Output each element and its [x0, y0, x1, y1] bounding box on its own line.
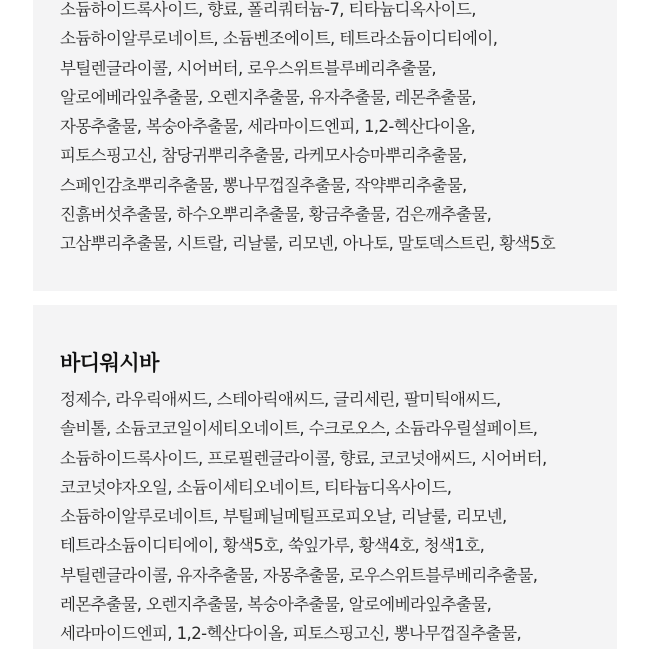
- ingredient-line: 소듐하이알루로네이트, 부틸페닐메틸프로피오날, 리날룰, 리모넨,: [60, 507, 507, 527]
- ingredient-line: 부틸렌글라이콜, 시어버터, 로우스위트블루베리추출물,: [60, 58, 437, 78]
- ingredient-line: 알로에베라잎추출물, 오렌지추출물, 유자추출물, 레몬추출물,: [60, 87, 476, 107]
- ingredient-list-bottom: [60, 385, 547, 649]
- ingredient-line: 코코넛야자오일, 소듐이세티오네이트, 티타늄디옥사이드,: [60, 477, 452, 497]
- ingredient-line: 테트라소듐이디티에이, 황색5호, 쑥잎가루, 황색4호, 청색1호,: [60, 536, 485, 556]
- ingredient-line: 소듐하이알루로네이트, 소듐벤조에이트, 테트라소듐이디티에이,: [60, 29, 498, 49]
- ingredient-line: 소듐하이드록사이드, 프로필렌글라이콜, 향료, 코코넛애씨드, 시어버터,: [60, 448, 547, 468]
- ingredient-line: 세라마이드엔피, 1,2-헥산다이올, 피토스핑고신, 뽕나무껍질추출물,: [60, 624, 522, 644]
- ingredient-line: 진흙버섯추출물, 하수오뿌리추출물, 황금추출물, 검은깨추출물,: [60, 205, 492, 225]
- section-title: 바디워시바: [60, 351, 159, 375]
- ingredient-list-top: [60, 0, 555, 259]
- ingredient-line: 레몬추출물, 오렌지추출물, 복숭아추출물, 알로에베라잎추출물,: [60, 595, 492, 615]
- ingredient-line: 스페인감초뿌리추출물, 뽕나무껍질추출물, 작약뿌리추출물,: [60, 175, 467, 195]
- ingredient-line: 부틸렌글라이콜, 유자추출물, 자몽추출물, 로우스위트블루베리추출물,: [60, 565, 538, 585]
- ingredient-line: 솔비톨, 소듐코코일이세티오네이트, 수크로오스, 소듐라우릴설페이트,: [60, 419, 538, 439]
- ingredient-line: 정제수, 라우릭애씨드, 스테아릭애씨드, 글리세린, 팔미틱애씨드,: [60, 390, 501, 409]
- ingredient-line: 소듐하이드록사이드, 향료, 폴리쿼터늄-7, 티타늄디옥사이드,: [60, 0, 476, 19]
- ingredient-line: 피토스핑고신, 참당귀뿌리추출물, 라케모사승마뿌리추출물,: [60, 146, 467, 166]
- ingredient-line: 자몽추출물, 복숭아추출물, 세라마이드엔피, 1,2-헥산다이올,: [60, 117, 476, 137]
- ingredient-line: 고삼뿌리추출물, 시트랄, 리날룰, 리모넨, 아나토, 말토덱스트린, 황색5호: [60, 234, 556, 254]
